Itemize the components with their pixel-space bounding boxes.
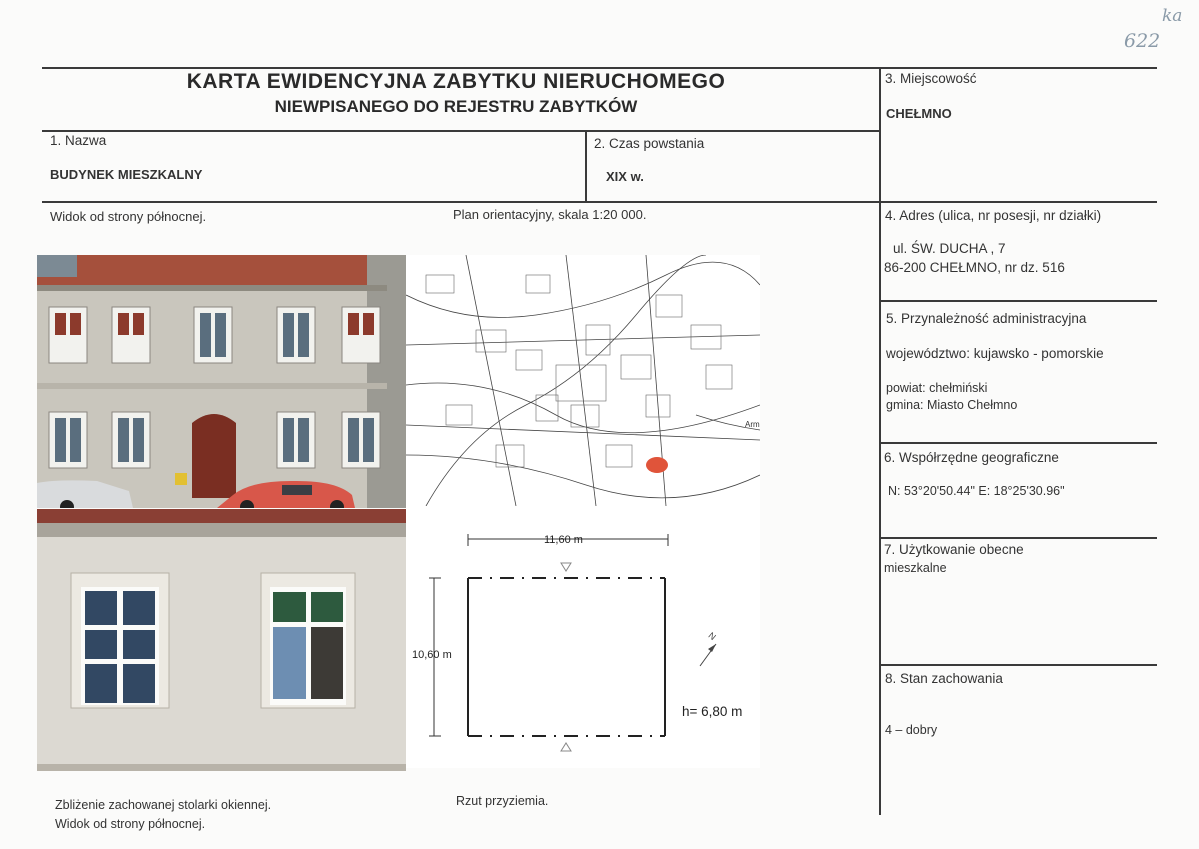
entrance-door (192, 414, 236, 498)
frame-top-line (42, 67, 1157, 69)
ground-plan-caption: Rzut przyziemia. (456, 794, 549, 808)
address-label: 4. Adres (ulica, nr posesji, nr działki) (885, 208, 1102, 223)
address-line2: 86-200 CHEŁMNO, nr dz. 516 (884, 260, 1065, 275)
frame-section6-line (880, 442, 1157, 444)
frame-section5-line (880, 300, 1157, 302)
closeup-caption-line1: Zbliżenie zachowanej stolarki okiennej. (55, 798, 272, 812)
coords-label: 6. Współrzędne geograficzne (884, 450, 1059, 465)
handwritten-mark: ka (1162, 6, 1183, 26)
window-closeup-photo (37, 509, 406, 771)
coords-value: N: 53°20'50.44" E: 18°25'30.96" (888, 484, 1065, 498)
ground-floor-plan (406, 506, 760, 768)
document-subtitle: NIEWPISANEGO DO REJESTRU ZABYTKÓW (274, 97, 638, 116)
plan-width: 11,60 m (544, 534, 583, 546)
admin-county: powiat: chełmiński (886, 381, 988, 395)
document-title: KARTA EWIDENCYJNA ZABYTKU NIERUCHOMEGO (186, 70, 726, 93)
admin-commune: gmina: Miasto Chełmno (886, 398, 1018, 412)
closeup-roof-edge (37, 509, 406, 523)
roof (37, 255, 406, 285)
name-label: 1. Nazwa (50, 133, 107, 148)
frame-title-bottom-line (42, 130, 880, 132)
plan-depth: 10,60 m (412, 649, 452, 661)
plan-height: h= 6,80 m (682, 704, 743, 719)
location-marker (646, 457, 668, 473)
time-value: XIX w. (606, 169, 644, 184)
frame-fields-bottom-line (42, 201, 1157, 203)
name-value: BUDYNEK MIESZKALNY (50, 167, 203, 182)
closeup-caption-line2: Widok od strony północnej. (55, 817, 206, 831)
plan-caption: Plan orientacyjny, skala 1:20 000. (453, 207, 647, 222)
frame-name-time-divider (585, 130, 587, 202)
usage-label: 7. Użytkowanie obecne (884, 542, 1024, 557)
building-facade-photo (37, 255, 406, 508)
condition-value: 4 – dobry (885, 723, 938, 737)
usage-value: mieszkalne (884, 561, 947, 575)
place-value: CHEŁMNO (886, 106, 952, 121)
frame-section8-line (880, 664, 1157, 666)
admin-label: 5. Przynależność administracyjna (886, 311, 1087, 326)
frame-section7-line (880, 537, 1157, 539)
handwritten-number: 622 (1124, 30, 1161, 52)
condition-label: 8. Stan zachowania (885, 671, 1003, 686)
map-label: Arm (745, 420, 760, 429)
north-view-caption: Widok od strony północnej. (50, 209, 207, 224)
north-label: N (706, 630, 718, 643)
place-label: 3. Miejscowość (885, 71, 977, 86)
address-line1: ul. ŚW. DUCHA , 7 (893, 241, 1006, 256)
time-label: 2. Czas powstania (594, 136, 705, 151)
admin-voivodeship: województwo: kujawsko - pomorskie (886, 346, 1104, 361)
orientation-map (406, 255, 760, 506)
frame-right-column-divider (879, 67, 881, 815)
